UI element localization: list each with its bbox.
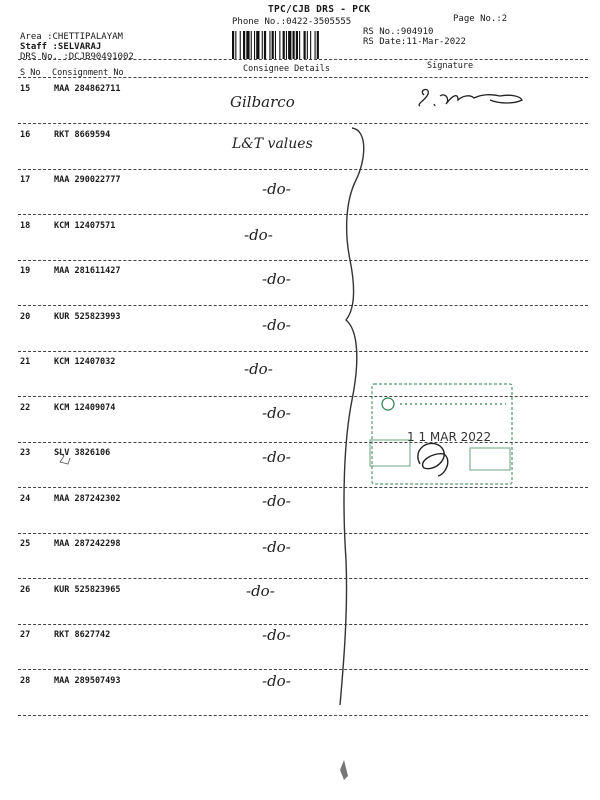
row-divider xyxy=(18,169,588,170)
row-consignment-number: KCM 12407032 xyxy=(54,357,116,367)
row-divider xyxy=(18,578,588,579)
row-consignment-number: RKT 8627742 xyxy=(54,630,111,640)
row-consignee-handwritten: -do- xyxy=(262,626,291,644)
page-number: Page No.:2 xyxy=(453,14,508,24)
row-s-no: 19 xyxy=(20,266,31,276)
phone-number: Phone No.:0422-3505555 xyxy=(232,17,352,27)
row-consignee-handwritten: -do- xyxy=(262,448,291,466)
rs-date: RS Date:11-Mar-2022 xyxy=(363,37,466,47)
row-consignee-handwritten: Gilbarco xyxy=(230,93,295,111)
row-divider xyxy=(18,351,588,352)
header-divider xyxy=(18,77,588,78)
row-s-no: 18 xyxy=(20,220,31,231)
row-consignment-number: MAA 284862711 xyxy=(54,84,121,94)
row-consignment-number: KUR 525823965 xyxy=(54,584,121,595)
row-consignee-handwritten: -do- xyxy=(262,316,291,334)
row-s-no: 27 xyxy=(20,630,31,640)
row-consignment-number: MAA 287242298 xyxy=(54,539,121,549)
row-consignee-handwritten: -do- xyxy=(244,226,273,244)
row-s-no: 20 xyxy=(20,311,31,322)
drs-number: DRS No. :DCJB90491002 xyxy=(20,52,134,62)
row-consignment-number: KCM 12409074 xyxy=(54,402,116,413)
sheet-title: TPC/CJB DRS - PCK xyxy=(268,4,371,15)
row-s-no: 24 xyxy=(20,493,31,504)
barcode-icon xyxy=(232,31,358,59)
row-divider xyxy=(18,305,588,306)
stray-mark-icon xyxy=(340,760,348,780)
row-s-no: 25 xyxy=(20,539,31,549)
row-s-no: 21 xyxy=(20,357,31,367)
column-header-s-no: S No xyxy=(20,68,41,78)
row-divider xyxy=(18,442,588,443)
row-s-no: 23 xyxy=(20,448,31,458)
column-header-consignment-no: Consignment No xyxy=(52,68,124,78)
row-divider xyxy=(18,715,588,716)
row-consignment-number: MAA 290022777 xyxy=(54,175,121,185)
staff-field: Staff :SELVARAJ xyxy=(20,42,102,52)
row-s-no: 22 xyxy=(20,402,31,413)
header-divider xyxy=(18,59,588,60)
row-consignment-number: SLV 3826106 xyxy=(54,448,111,458)
row-consignment-number: MAA 289507493 xyxy=(54,675,121,686)
column-header-consignee-details: Consignee Details xyxy=(243,64,330,74)
row-consignee-handwritten: -do- xyxy=(262,270,291,288)
row-consignee-handwritten: L&T values xyxy=(232,136,313,152)
row-consignment-number: KUR 525823993 xyxy=(54,311,121,322)
row-consignment-number: RKT 8669594 xyxy=(54,129,111,140)
area-field: Area :CHETTIPALAYAM xyxy=(20,32,123,42)
row-divider xyxy=(18,669,588,670)
stamp-signature-icon xyxy=(418,443,448,476)
row-consignee-handwritten: -do- xyxy=(246,582,275,600)
row-divider xyxy=(18,260,588,261)
row-s-no: 16 xyxy=(20,129,31,140)
row-consignee-handwritten: -do- xyxy=(262,538,291,556)
row-divider xyxy=(18,624,588,625)
column-header-signature: Signature xyxy=(427,61,474,71)
received-stamp xyxy=(370,384,512,484)
row-s-no: 26 xyxy=(20,584,31,595)
row-consignee-handwritten: -do- xyxy=(262,672,291,690)
row-divider xyxy=(18,533,588,534)
row-consignment-number: MAA 287242302 xyxy=(54,493,121,504)
row-s-no: 15 xyxy=(20,84,31,94)
row-consignee-handwritten: -do- xyxy=(244,360,273,378)
row-consignee-handwritten: -do- xyxy=(262,404,291,422)
row-divider xyxy=(18,396,588,397)
signature-icon xyxy=(419,89,522,106)
row-divider xyxy=(18,487,588,488)
row-divider xyxy=(18,123,588,124)
row-s-no: 17 xyxy=(20,175,31,185)
rs-number: RS No.:904910 xyxy=(363,27,434,37)
row-consignee-handwritten: -do- xyxy=(262,180,291,198)
row-consignee-handwritten: -do- xyxy=(262,492,291,510)
row-consignment-number: KCM 12407571 xyxy=(54,220,116,231)
stamp-date: 1 1 MAR 2022 xyxy=(407,430,492,444)
row-divider xyxy=(18,214,588,215)
row-s-no: 28 xyxy=(20,675,31,686)
row-consignment-number: MAA 281611427 xyxy=(54,266,121,276)
